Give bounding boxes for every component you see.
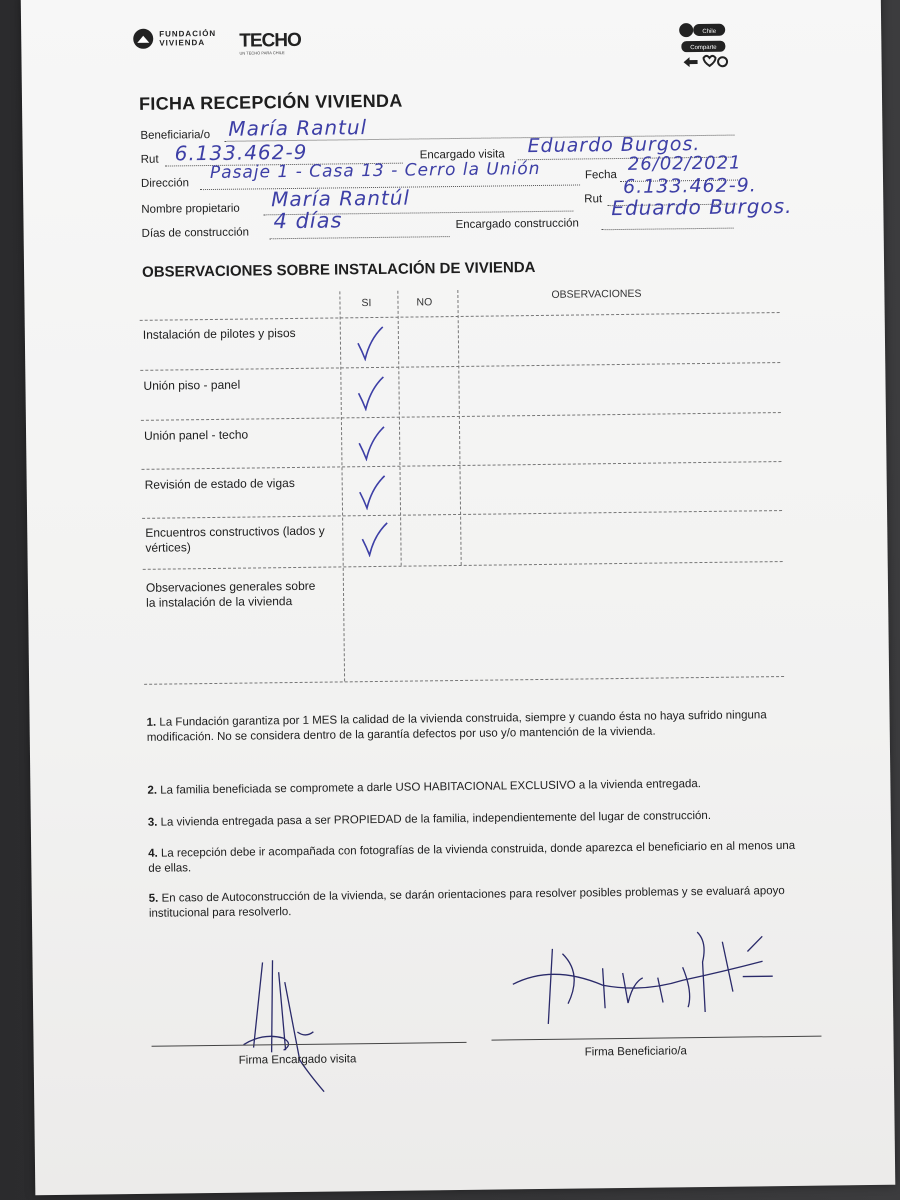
term-4-num: 4. <box>148 847 158 860</box>
techo-chile-badge-icon <box>677 21 733 74</box>
check-mark-icon <box>360 521 388 557</box>
term-1-text: La Fundación garantiza por 1 MES la calidad de la vivienda construida, siempre y cuando ésta no haya sufrido ninguna modificación. No se considera dentro de la garantía defectos por uso y/o mantención de la vivienda. <box>146 709 767 744</box>
badge-chile-text: Chile <box>702 28 717 35</box>
term-5-text: En caso de Autoconstrucción de la vivienda, se darán orientaciones para resolver posibles problemas y se evaluará apoyo institucional para resolverlo. <box>148 885 785 920</box>
term-2 <box>147 776 802 799</box>
row-label-generales: Observaciones generales sobre la instalación de la vivienda <box>145 578 316 610</box>
techo-logo <box>239 30 301 56</box>
term-5-num: 5. <box>148 892 159 905</box>
signature-left-label: Firma Encargado visita <box>238 1053 357 1067</box>
observaciones-table <box>139 286 784 689</box>
check-mark-icon <box>356 375 384 411</box>
encargado-construccion-line <box>602 228 734 231</box>
row-label-vigas: Revisión de estado de vigas <box>144 475 295 492</box>
dias-line <box>270 236 450 239</box>
dias-value: 4 días <box>273 208 343 234</box>
term-1-num: 1. <box>146 716 157 729</box>
check-mark-icon <box>357 425 385 461</box>
check-mark-icon <box>356 325 384 361</box>
fecha-value: 26/02/2021 <box>627 152 742 175</box>
row-label-pilotes: Instalación de pilotes y pisos <box>142 325 296 342</box>
direccion-value: Pasaje 1 - Casa 13 - Cerro la Unión <box>209 158 541 183</box>
fundacion-line1: FUNDACIÓN <box>159 28 217 39</box>
rut-label: Rut <box>140 153 159 166</box>
row-label-encuentros: Encuentros constructivos (lados y vértices) <box>145 523 325 555</box>
encargado-visita-label: Encargado visita <box>419 148 505 162</box>
term-4-text: La recepción debe ir acompañada con fotografías de la vivienda construida, donde aparezca el beneficiario en al menos una de ellas. <box>148 839 796 875</box>
propietario-label: Nombre propietario <box>141 202 240 216</box>
rut-value: 6.133.462-9 <box>174 139 308 166</box>
techo-logo-text: TECHO <box>239 29 301 52</box>
signature-right-label: Firma Beneficiario/a <box>584 1045 687 1059</box>
page-title: FICHA RECEPCIÓN VIVIENDA <box>138 90 403 114</box>
techo-logo-sub: UN TECHO PARA CHILE <box>239 50 285 56</box>
rut2-label: Rut <box>584 193 603 206</box>
term-3-num: 3. <box>147 816 158 829</box>
term-1 <box>147 708 802 746</box>
term-2-text: La familia beneficiada se compromete a darle USO HABITACIONAL EXCLUSIVO a la vivienda entregada. <box>160 778 702 797</box>
col-observaciones-header: OBSERVACIONES <box>551 287 642 301</box>
encargado-construccion-label: Encargado construcción <box>455 217 579 232</box>
term-3-text: La vivienda entregada pasa a ser PROPIEDAD de la familia, independientemente del lugar de construcción. <box>160 809 712 829</box>
fundacion-logo-icon <box>133 29 153 49</box>
document-sheet <box>21 0 896 1195</box>
term-2-num: 2. <box>147 784 158 797</box>
term-3 <box>148 808 803 831</box>
direccion-label: Dirección <box>140 177 190 190</box>
fundacion-vivienda-logo <box>133 28 216 49</box>
term-5 <box>149 884 804 922</box>
encargado-visita-value: Eduardo Burgos. <box>527 133 701 158</box>
fecha-label: Fecha <box>584 169 617 182</box>
col-si-header: SI <box>361 297 372 310</box>
check-mark-icon <box>358 474 386 510</box>
rut2-value: 6.133.462-9. <box>622 174 757 198</box>
term-4 <box>148 839 803 877</box>
fundacion-line2: VIVIENDA <box>159 38 206 48</box>
observaciones-title: OBSERVACIONES SOBRE INSTALACIÓN DE VIVIENDA <box>141 259 536 281</box>
row-label-piso-panel: Unión piso - panel <box>143 377 241 393</box>
signature-encargado <box>212 951 354 1103</box>
propietario-value: María Rantúl <box>271 185 411 212</box>
col-no-header: NO <box>416 296 433 309</box>
row-label-panel-techo: Unión panel - techo <box>144 427 249 443</box>
techo-chile-badge <box>677 21 733 72</box>
beneficiario-value: María Rantul <box>228 115 368 141</box>
beneficiario-label: Beneficiaria/o <box>140 128 211 142</box>
signature-beneficiario <box>492 921 793 1045</box>
dias-label: Días de construcción <box>141 226 250 240</box>
encargado-construccion-value: Eduardo Burgos. <box>611 193 793 221</box>
badge-comparte-text: Comparte <box>690 44 717 52</box>
